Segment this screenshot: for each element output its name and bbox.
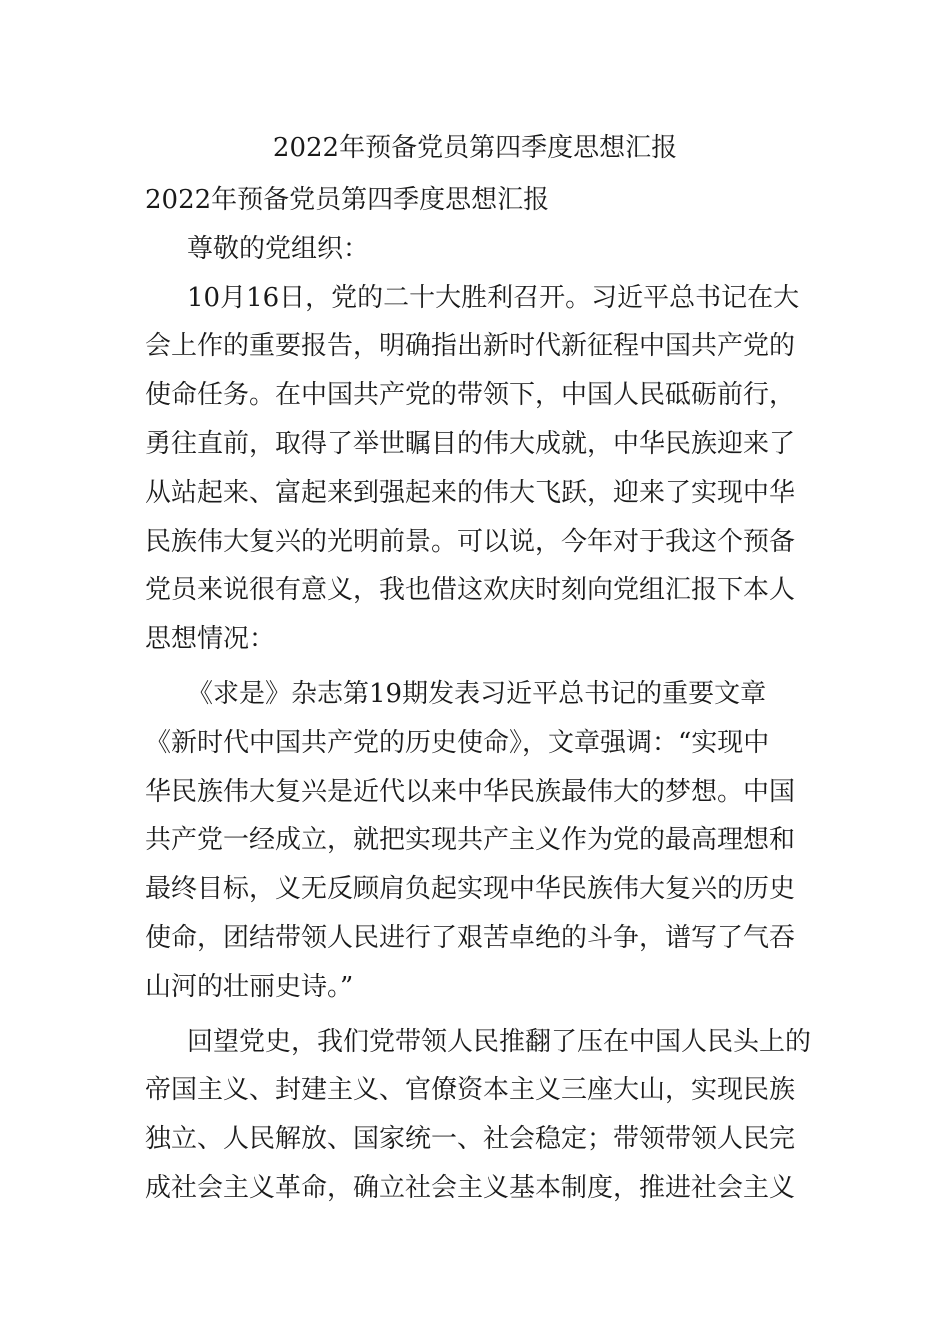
paragraph-line: 使命，团结带领人民进行了艰苦卓绝的斗争，谱写了气吞 bbox=[145, 922, 796, 953]
document-title: 2022年预备党员第四季度思想汇报 bbox=[272, 133, 678, 163]
paragraph-line: 《求是》杂志第19期发表习近平总书记的重要文章 bbox=[187, 678, 767, 709]
paragraph-line: 民族伟大复兴的光明前景。可以说，今年对于我这个预备 bbox=[145, 526, 796, 557]
paragraph-line: 最终目标，义无反顾肩负起实现中华民族伟大复兴的历史 bbox=[145, 874, 796, 905]
paragraph-line: 华民族伟大复兴是近代以来中华民族最伟大的梦想。中国 bbox=[145, 776, 796, 807]
paragraph-line: 帝国主义、封建主义、官僚资本主义三座大山，实现民族 bbox=[145, 1075, 796, 1106]
paragraph-line: 山河的壮丽史诗。” bbox=[145, 971, 354, 1002]
paragraph-line: 使命任务。在中国共产党的带领下，中国人民砥砺前行， bbox=[145, 380, 796, 411]
paragraph-line: 回望党史，我们党带领人民推翻了压在中国人民头上的 bbox=[187, 1026, 812, 1057]
paragraph-3 bbox=[145, 1022, 812, 1217]
paragraph-line: 从站起来、富起来到强起来的伟大飞跃，迎来了实现中华 bbox=[145, 477, 796, 508]
paragraph-line: 勇往直前，取得了举世瞩目的伟大成就，中华民族迎来了 bbox=[145, 428, 796, 459]
paragraph-line: 成社会主义革命，确立社会主义基本制度，推进社会主义 bbox=[145, 1172, 796, 1203]
paragraph-2 bbox=[145, 674, 805, 1016]
paragraph-line: 党员来说很有意义，我也借这欢庆时刻向党组汇报下本人 bbox=[145, 575, 796, 606]
paragraph-line: 共产党一经成立，就把实现共产主义作为党的最高理想和 bbox=[145, 825, 796, 856]
paragraph-line: 《新时代中国共产党的历史使命》，文章强调：“实现中 bbox=[145, 727, 770, 758]
document-heading: 2022年预备党员第四季度思想汇报 bbox=[145, 185, 550, 215]
document-body bbox=[145, 180, 812, 1217]
salutation: 尊敬的党组织： bbox=[187, 233, 370, 264]
paragraph-line: 会上作的重要报告，明确指出新时代新征程中国共产党的 bbox=[145, 331, 796, 362]
paragraph-line: 独立、人民解放、国家统一、社会稳定；带领带领人民完 bbox=[145, 1124, 796, 1155]
paragraph-line: 10月16日，党的二十大胜利召开。习近平总书记在大 bbox=[187, 282, 800, 313]
paragraph-line: 思想情况： bbox=[145, 624, 276, 655]
paragraph-1 bbox=[145, 278, 805, 668]
